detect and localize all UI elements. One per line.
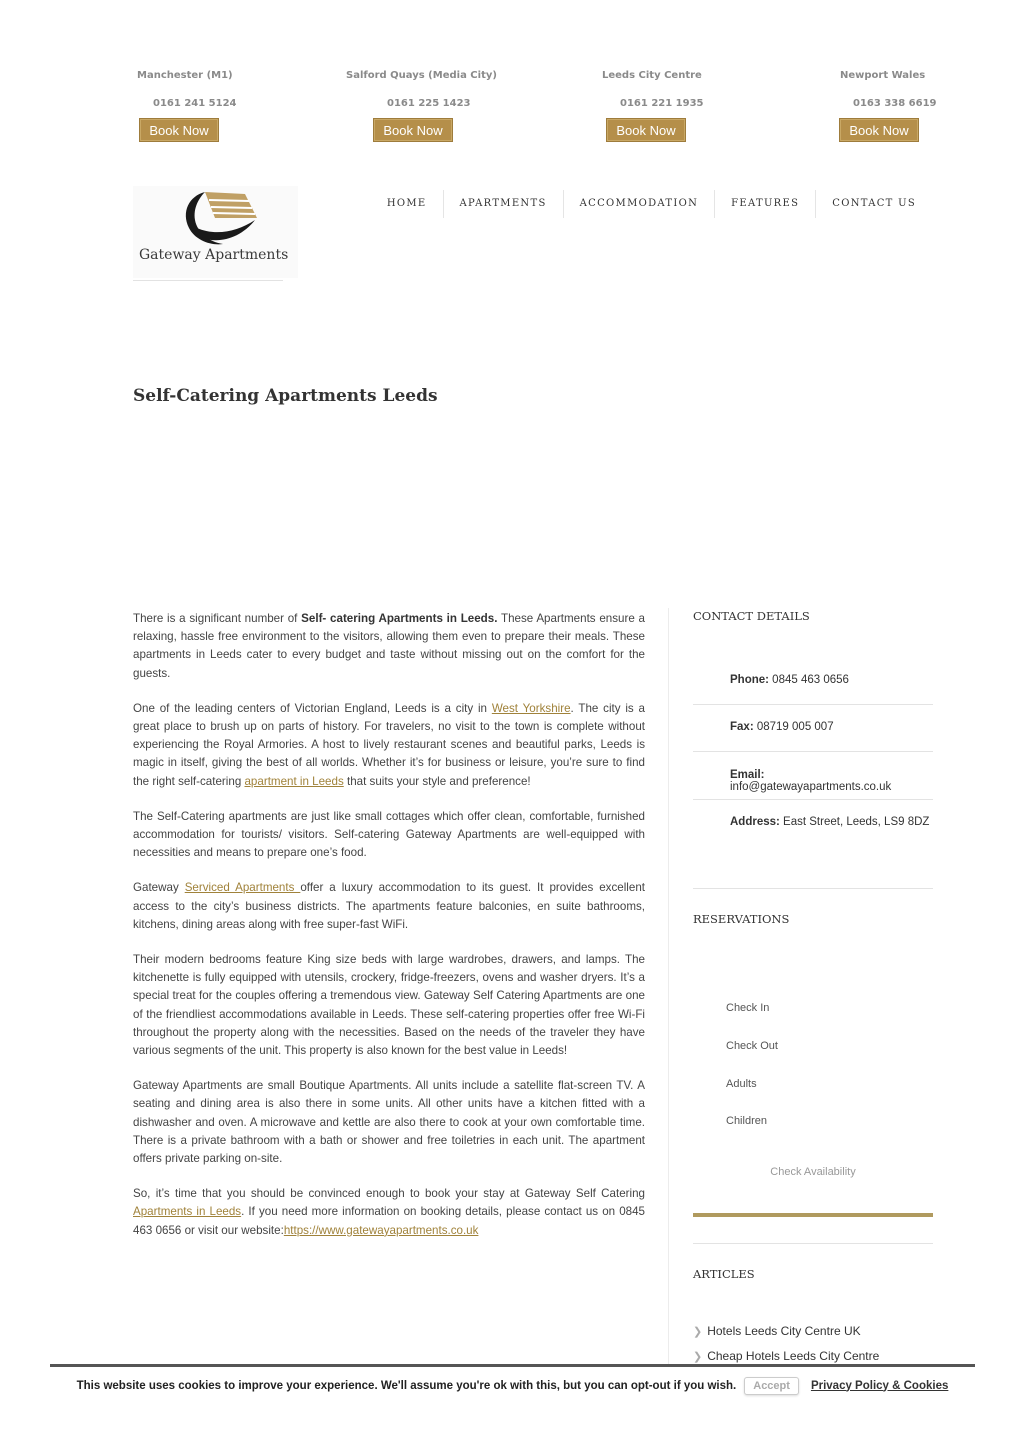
paragraph: So, it’s time that you should be convinced enough to book your stay at Gateway Self Catering Apartments in Leeds. If you need more information on booking details, please contact us on 0845 463 0656 or visit our website:https://www.gatewayapartments.co.uk <box>133 1187 645 1237</box>
privacy-policy-link[interactable]: Privacy Policy & Cookies <box>810 1379 949 1392</box>
check-out-field[interactable]: Check Out <box>726 1040 778 1052</box>
paragraph: Gateway Apartments are small Boutique Apartments. All units include a satellite flat-screen TV. A seating and dining area is also there in some units. All other units have a kitchen fitted with a dishwasher and oven. A microwave and kettle are also there to cook at your own comfortable time. There is a private bathroom with a bath or shower and free toiletries in each unit. The apartment offers private parking on-site. <box>133 1079 645 1166</box>
paragraph: Their modern bedrooms feature King size beds with large wardrobes, drawers, and lamps. The kitchenette is fully equipped with utensils, crockery, fridge-freezers, ovens and washer dryers. It’s a special treat for the couples offering a tremendous view. Gateway Self Catering Apartments are one of the friendliest accommodations available in Leeds. These self-catering properties offer free Wi-Fi throughout the property along with the necessities. Based on the needs of the traveler they have various segments of the unit. This property is also known for the best value in Leeds! <box>133 953 645 1058</box>
location-phone: 0161 241 5124 <box>153 98 237 109</box>
sidebar-divider <box>668 608 669 1368</box>
nav-apartments[interactable]: APARTMENTS <box>443 190 563 218</box>
divider <box>693 888 933 889</box>
nav-features[interactable]: FEATURES <box>714 190 815 218</box>
main-nav <box>371 190 932 218</box>
contact-email: Email: info@gatewayapartments.co.uk <box>730 769 892 793</box>
nav-contact-us[interactable]: CONTACT US <box>815 190 932 218</box>
reservations-heading: RESERVATIONS <box>693 912 790 926</box>
location-salford <box>346 70 516 142</box>
articles-heading: ARTICLES <box>693 1267 755 1281</box>
divider <box>693 751 933 752</box>
website-link[interactable]: https://www.gatewayapartments.co.uk <box>283 1223 479 1237</box>
contact-fax: Fax: 08719 005 007 <box>730 721 834 733</box>
page-title: Self-Catering Apartments Leeds <box>133 386 438 406</box>
paragraph: One of the leading centers of Victorian England, Leeds is a city in West Yorkshire. The city is a great place to brush up on parts of history. For travelers, no visit to the town is complete without experiencing the Royal Armories. A host to lively restaurant scenes and beautiful parks, Leeds is magic in itself, giving the best of all worlds. Whether it’s for business or leisure, you’re sure to find the right self-catering apartment in Leeds that suits your style and preference! <box>133 701 645 788</box>
children-field[interactable]: Children <box>726 1115 767 1127</box>
divider <box>693 1243 933 1244</box>
location-name: Salford Quays (Media City) <box>346 70 497 81</box>
book-now-button[interactable]: Book Now <box>606 118 686 142</box>
apartment-in-leeds-link[interactable]: apartment in Leeds <box>244 774 344 788</box>
nav-home[interactable]: HOME <box>386 198 427 209</box>
book-now-button[interactable]: Book Now <box>373 118 453 142</box>
adults-field[interactable]: Adults <box>726 1078 757 1090</box>
chevron-right-icon: ❯ <box>693 1351 703 1363</box>
paragraph: There is a significant number of Self- catering Apartments in Leeds. These Apartments ensure a relaxing, hassle free environment to the visitors, allowing them even to prepare their meals. These apartments in Leeds cater to every budget and taste without missing out on the comfort for the guests. <box>133 612 646 680</box>
cookie-text: This website uses cookies to improve your experience. We'll assume you're ok with this, but you can opt-out if you wish. <box>76 1379 737 1392</box>
site-logo[interactable] <box>133 186 298 278</box>
check-availability-button[interactable]: Check Availability <box>770 1166 856 1178</box>
location-phone: 0161 225 1423 <box>387 98 471 109</box>
cookie-accept-button[interactable]: Accept <box>744 1377 799 1395</box>
divider <box>693 799 933 800</box>
nav-accommodation[interactable]: ACCOMMODATION <box>563 190 715 218</box>
location-phone: 0161 221 1935 <box>620 98 704 109</box>
serviced-apartments-link[interactable]: Serviced Apartments <box>184 881 301 895</box>
logo-mark-icon <box>175 188 259 248</box>
book-now-button[interactable]: Book Now <box>139 118 219 142</box>
contact-address: Address: East Street, Leeds, LS9 8DZ <box>730 816 930 828</box>
article-link[interactable]: ❯ Cheap Hotels Leeds City Centre <box>693 1349 880 1363</box>
reservations-bottom-bar <box>693 1213 933 1217</box>
location-manchester <box>137 70 307 142</box>
logo-divider <box>133 280 283 281</box>
email-link[interactable]: info@gatewayapartments.co.uk <box>730 781 892 793</box>
cookie-banner <box>50 1364 975 1404</box>
article-link[interactable]: ❯ Hotels Leeds City Centre UK <box>693 1324 861 1338</box>
location-phone: 0163 338 6619 <box>853 98 937 109</box>
article-body <box>133 610 645 1257</box>
check-in-field[interactable]: Check In <box>726 1002 770 1014</box>
contact-phone: Phone: 0845 463 0656 <box>730 674 849 686</box>
west-yorkshire-link[interactable]: West Yorkshire <box>491 701 571 715</box>
contact-details-heading: CONTACT DETAILS <box>693 609 810 623</box>
location-leeds <box>602 70 772 142</box>
paragraph: Gateway Serviced Apartments offer a luxury accommodation to its guest. It provides excellent access to the city’s business districts. The apartments feature balconies, en suite bathrooms, kitchens, dining areas along with free super-fast WiFi. <box>133 881 645 931</box>
location-name: Leeds City Centre <box>602 70 702 81</box>
location-name: Newport Wales <box>840 70 926 81</box>
location-newport <box>840 70 940 142</box>
chevron-right-icon: ❯ <box>693 1326 703 1338</box>
location-name: Manchester (M1) <box>137 70 233 81</box>
divider <box>693 704 933 705</box>
apartments-in-leeds-link[interactable]: Apartments in Leeds <box>133 1205 242 1219</box>
book-now-button[interactable]: Book Now <box>839 118 919 142</box>
paragraph: The Self-Catering apartments are just like small cottages which offer clean, comfortable, furnished accommodation for tourists/ visitors. Self-catering Gateway Apartments are well-equipped with necessities and means to prepare one’s food. <box>133 809 645 860</box>
logo-text: Gateway Apartments <box>139 247 289 263</box>
